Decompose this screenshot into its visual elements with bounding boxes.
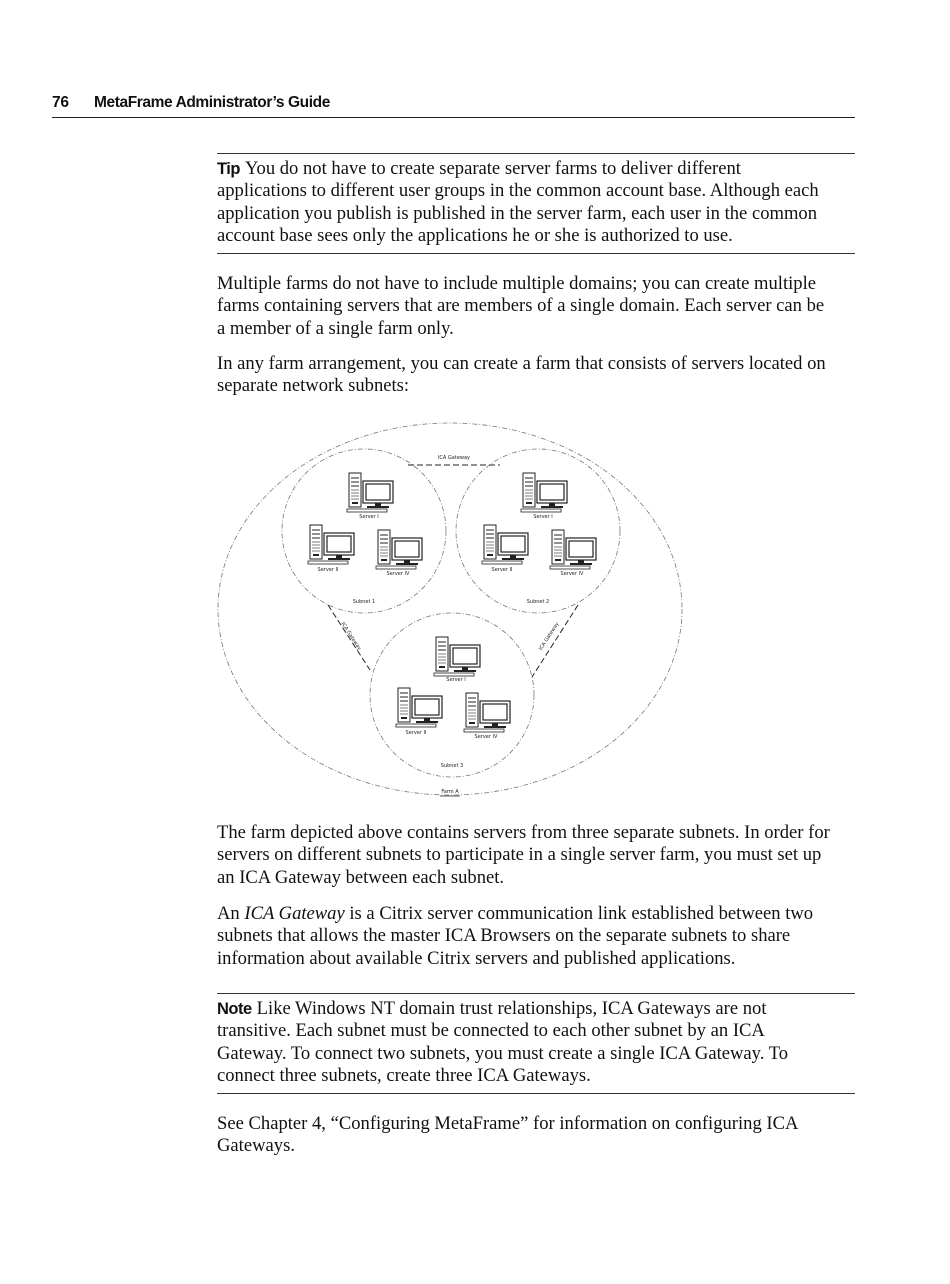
note-line-4: connect three subnets, create three ICA Gateways. [217,1064,591,1086]
tip-top-rule [217,153,855,154]
tip-line-2: applications to different user groups in the common account base. Although each [217,180,819,202]
subnet-2-server-i-label: Server I [533,514,553,520]
subnet-2-label: Subnet 2 [526,599,550,605]
subnet-2-server-ii-label: Server II [491,567,513,573]
tip-line-4: account base sees only the applications he or she is authorized to use. [217,224,733,246]
gateway-link-2-3 [532,605,578,677]
subnet-1-label: Subnet 1 [352,599,376,605]
body-line: Gateways. [217,1135,295,1157]
farm-subnet-diagram [210,415,690,807]
note-label: Note [217,1000,252,1018]
subnet-1-server-ii-label: Server II [317,567,339,573]
subnet-2-server-ii [482,525,528,564]
body-line: farms containing servers that are members of a single domain. Each server can be [217,295,825,317]
paragraph-see-chapter [217,1113,857,1158]
farm-boundary [218,423,682,795]
body-line: separate network subnets: [217,375,410,397]
subnet-1-server-iv-label: Server IV [386,571,410,577]
body-line: In any farm arrangement, you can create a farm that consists of servers located on [217,353,826,374]
gateway-label-right: ICA Gateway [537,621,561,652]
body-line: An ICA Gateway is a Citrix server communication link established between two [217,903,814,924]
running-header [52,93,855,118]
subnet-3-server-ii [396,688,442,727]
subnet-1-server-i-label: Server I [359,514,379,520]
subnet-3-server-iv-label: Server IV [474,734,498,740]
note-line-3: Gateway. To connect two subnets, you must create a single ICA Gateway. To [217,1042,789,1064]
body-line: Multiple farms do not have to include multiple domains; you can create multiple [217,273,816,294]
tip-box [217,158,857,247]
gateway-label-left: ICA Gateway [339,621,363,652]
note-top-rule [217,993,855,994]
book-title: MetaFrame Administrator’s Guide [94,94,330,111]
paragraph-multiple-farms [217,273,857,340]
body-line: an ICA Gateway between each subnet. [217,866,505,888]
body-line: See Chapter 4, “Configuring MetaFrame” for information on configuring ICA [217,1113,799,1134]
subnet-3-circle [370,613,534,777]
body-line: information about available Citrix servers and published applications. [217,947,736,969]
subnet-2-server-i [521,473,567,512]
subnet-1-server-ii [308,525,354,564]
subnet-3-server-ii-label: Server II [405,730,427,736]
page-number: 76 [52,94,69,111]
subnet-2-server-iv [550,530,596,569]
gateway-label-top: ICA Gateway [437,455,471,461]
subnet-1-circle [282,449,446,613]
tip-bottom-rule [217,253,855,254]
note-bottom-rule [217,1093,855,1094]
subnet-3-label: Subnet 3 [440,763,464,769]
paragraph-farm-depicted [217,822,857,889]
subnet-3-server-iv [464,693,510,732]
body-line: The farm depicted above contains servers from three separate subnets. In order for [217,822,830,843]
body-line: subnets that allows the master ICA Browsers on the separate subnets to share [217,925,791,947]
tip-line-1: Tip You do not have to create separate server farms to deliver different [217,158,741,179]
paragraph-farm-arrangement [217,353,857,398]
subnet-1-server-i [347,473,393,512]
subnet-1-server-iv [376,530,422,569]
ica-gateway-term: ICA Gateway [244,903,345,924]
farm-label: Farm A [441,789,459,795]
tip-label: Tip [217,160,240,178]
paragraph-ica-gateway-definition [217,903,857,970]
body-line: a member of a single farm only. [217,317,454,339]
note-line-2: transitive. Each subnet must be connected to each other subnet by an ICA [217,1020,765,1042]
note-box [217,998,857,1087]
subnet-3-server-i-label: Server I [446,677,466,683]
subnet-3-server-i [434,637,480,676]
tip-line-3: application you publish is published in the server farm, each user in the common [217,202,818,224]
body-line: servers on different subnets to participate in a single server farm, you must set up [217,844,822,866]
subnet-2-circle [456,449,620,613]
subnet-2-server-iv-label: Server IV [560,571,584,577]
note-line-1: Note Like Windows NT domain trust relationships, ICA Gateways are not [217,998,767,1019]
